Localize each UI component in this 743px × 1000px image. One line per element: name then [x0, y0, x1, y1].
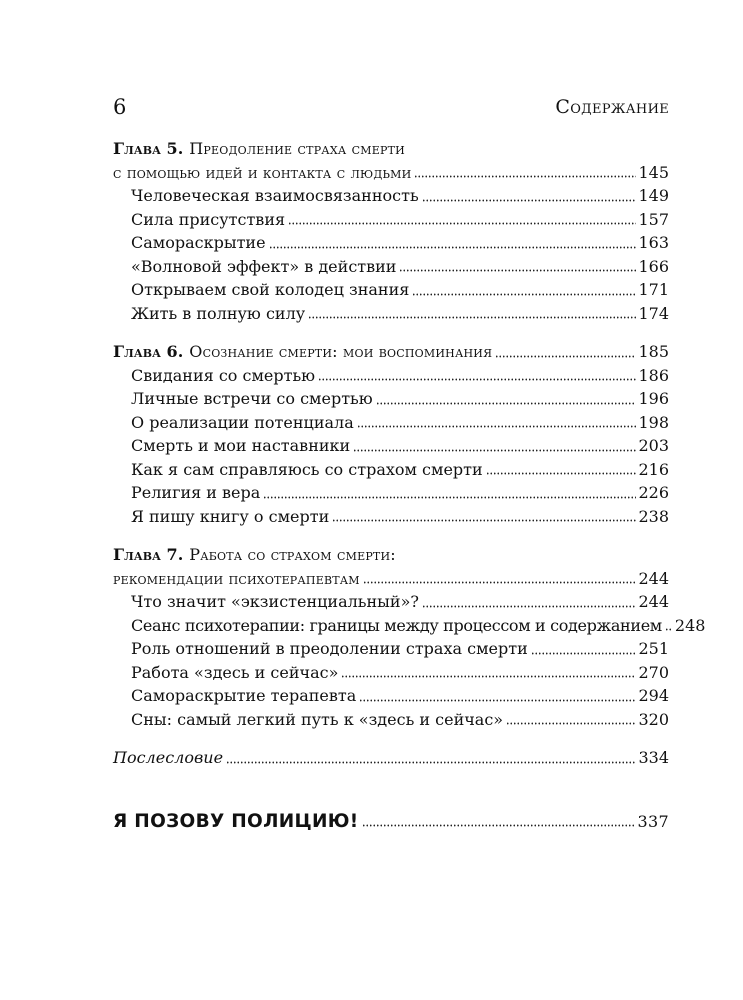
chapter-title: Осознание смерти: мои воспоминания: [189, 342, 493, 361]
toc-entry[interactable]: [113, 458, 669, 482]
running-head: [113, 94, 669, 120]
page-ref: 171: [638, 280, 669, 299]
entry-title: Как я сам справляюсь со страхом смерти: [131, 459, 483, 479]
page-ref: 238: [638, 506, 669, 526]
page-ref: 196: [638, 389, 669, 408]
toc-entry[interactable]: [113, 708, 669, 732]
toc-entry-chapter[interactable]: [113, 567, 669, 591]
dot-leader: [359, 692, 636, 702]
chapter-heading: [113, 543, 669, 567]
entry-title: Сеанс психотерапии: границы между процессом и содержанием: [131, 615, 662, 635]
toc-entry-chapter[interactable]: [113, 340, 669, 364]
toc-entry[interactable]: [113, 184, 669, 208]
dot-leader: [486, 465, 637, 475]
page-ref: 157: [638, 209, 669, 229]
dot-leader: [399, 262, 636, 272]
dot-leader: [412, 286, 636, 296]
chapter-6: [113, 340, 669, 528]
entry-title: Жить в полную силу: [131, 303, 306, 323]
chapter-5: [113, 137, 669, 325]
toc-entry[interactable]: [113, 278, 669, 302]
dot-leader: [665, 621, 673, 631]
table-of-contents: [113, 137, 706, 833]
page-ref: 244: [638, 568, 669, 588]
toc-entry-novel[interactable]: [113, 810, 669, 834]
toc-entry[interactable]: [113, 364, 669, 388]
entry-title: «Волновой эффект» в действии: [131, 256, 397, 276]
chapter-title-continued: рекомендации психотерапевтам: [113, 568, 360, 588]
dot-leader: [341, 668, 636, 678]
page-number: 6: [113, 95, 127, 119]
dot-leader: [376, 395, 637, 405]
toc-entry[interactable]: [113, 255, 669, 279]
dot-leader: [226, 754, 636, 764]
toc-entry-afterword[interactable]: [113, 746, 669, 770]
entry-title: Открываем свой колодец знания: [131, 280, 410, 299]
page-ref: 203: [638, 436, 669, 455]
dot-leader: [495, 348, 636, 358]
entry-title: Сны: самый легкий путь к «здесь и сейчас»: [131, 709, 504, 729]
dot-leader: [269, 239, 637, 249]
toc-entry[interactable]: [113, 637, 669, 661]
chapter-label: Глава 7.: [113, 545, 184, 564]
toc-entry[interactable]: [113, 614, 706, 638]
chapter-title-continued: с помощью идей и контакта с людьми: [113, 162, 412, 182]
dot-leader: [422, 192, 637, 202]
toc-entry-chapter[interactable]: [113, 161, 669, 185]
page-ref: 186: [638, 365, 669, 385]
entry-title: Человеческая взаимосвязанность: [131, 186, 419, 205]
entry-title: Личные встречи со смертью: [131, 389, 373, 408]
dot-leader: [353, 442, 636, 452]
dot-leader: [363, 574, 637, 584]
entry-title: Роль отношений в преодолении страха смерти: [131, 639, 528, 658]
chapter-label: Глава 6.: [113, 342, 184, 361]
toc-entry[interactable]: [113, 208, 669, 232]
entry-title: Самораскрытие терапевта: [131, 686, 357, 705]
page-ref: 166: [638, 256, 669, 276]
novel-title: Я ПОЗОВУ ПОЛИЦИЮ!: [113, 810, 359, 832]
page-ref: 163: [638, 233, 669, 252]
toc-entry[interactable]: [113, 661, 669, 685]
dot-leader: [318, 371, 636, 381]
page-ref: 320: [638, 709, 669, 729]
page-ref: 145: [638, 162, 669, 182]
page-ref: 174: [638, 303, 669, 323]
chapter-title: Работа со страхом смерти:: [189, 545, 396, 564]
dot-leader: [332, 512, 636, 522]
page-ref: 251: [638, 639, 669, 658]
chapter-7: [113, 543, 706, 731]
entry-title: Сила присутствия: [131, 209, 286, 229]
page-ref: 270: [638, 662, 669, 682]
dot-leader: [422, 598, 637, 608]
toc-entry[interactable]: [113, 231, 669, 255]
dot-leader: [357, 418, 637, 428]
running-title: Содержание: [555, 96, 669, 118]
toc-entry[interactable]: [113, 411, 669, 435]
dot-leader: [531, 645, 637, 655]
page-ref: 198: [638, 412, 669, 432]
page-ref: 294: [638, 686, 669, 705]
page-ref: 149: [638, 186, 669, 205]
page-ref: 248: [674, 615, 706, 635]
page-ref: 185: [638, 342, 669, 361]
entry-title: О реализации потенциала: [131, 412, 354, 432]
dot-leader: [288, 215, 636, 225]
toc-entry[interactable]: [113, 481, 669, 505]
dot-leader: [506, 715, 636, 725]
page-ref: 334: [638, 748, 669, 767]
dot-leader: [308, 309, 636, 319]
page-ref: 226: [638, 483, 669, 502]
dot-leader: [414, 168, 636, 178]
chapter-heading: [113, 137, 669, 161]
entry-title: Религия и вера: [131, 483, 261, 502]
chapter-label: Глава 5.: [113, 139, 184, 158]
dot-leader: [263, 489, 636, 499]
afterword-title: Послесловие: [113, 748, 224, 767]
dot-leader: [362, 817, 636, 827]
toc-entry[interactable]: [113, 505, 669, 529]
page-ref: 337: [637, 811, 669, 831]
entry-title: Что значит «экзистенциальный»?: [131, 592, 419, 611]
entry-title: Свидания со смертью: [131, 365, 316, 385]
entry-title: Работа «здесь и сейчас»: [131, 662, 339, 682]
entry-title: Самораскрытие: [131, 233, 266, 252]
toc-entry[interactable]: [113, 434, 669, 458]
page-ref: 244: [638, 592, 669, 611]
toc-entry[interactable]: [113, 387, 669, 411]
entry-title: Я пишу книгу о смерти: [131, 506, 330, 526]
toc-entry[interactable]: [113, 302, 669, 326]
entry-title: Смерть и мои наставники: [131, 436, 351, 455]
toc-entry[interactable]: [113, 684, 669, 708]
page-ref: 216: [638, 459, 669, 479]
toc-entry[interactable]: [113, 590, 669, 614]
chapter-title: Преодоление страха смерти: [189, 139, 405, 158]
